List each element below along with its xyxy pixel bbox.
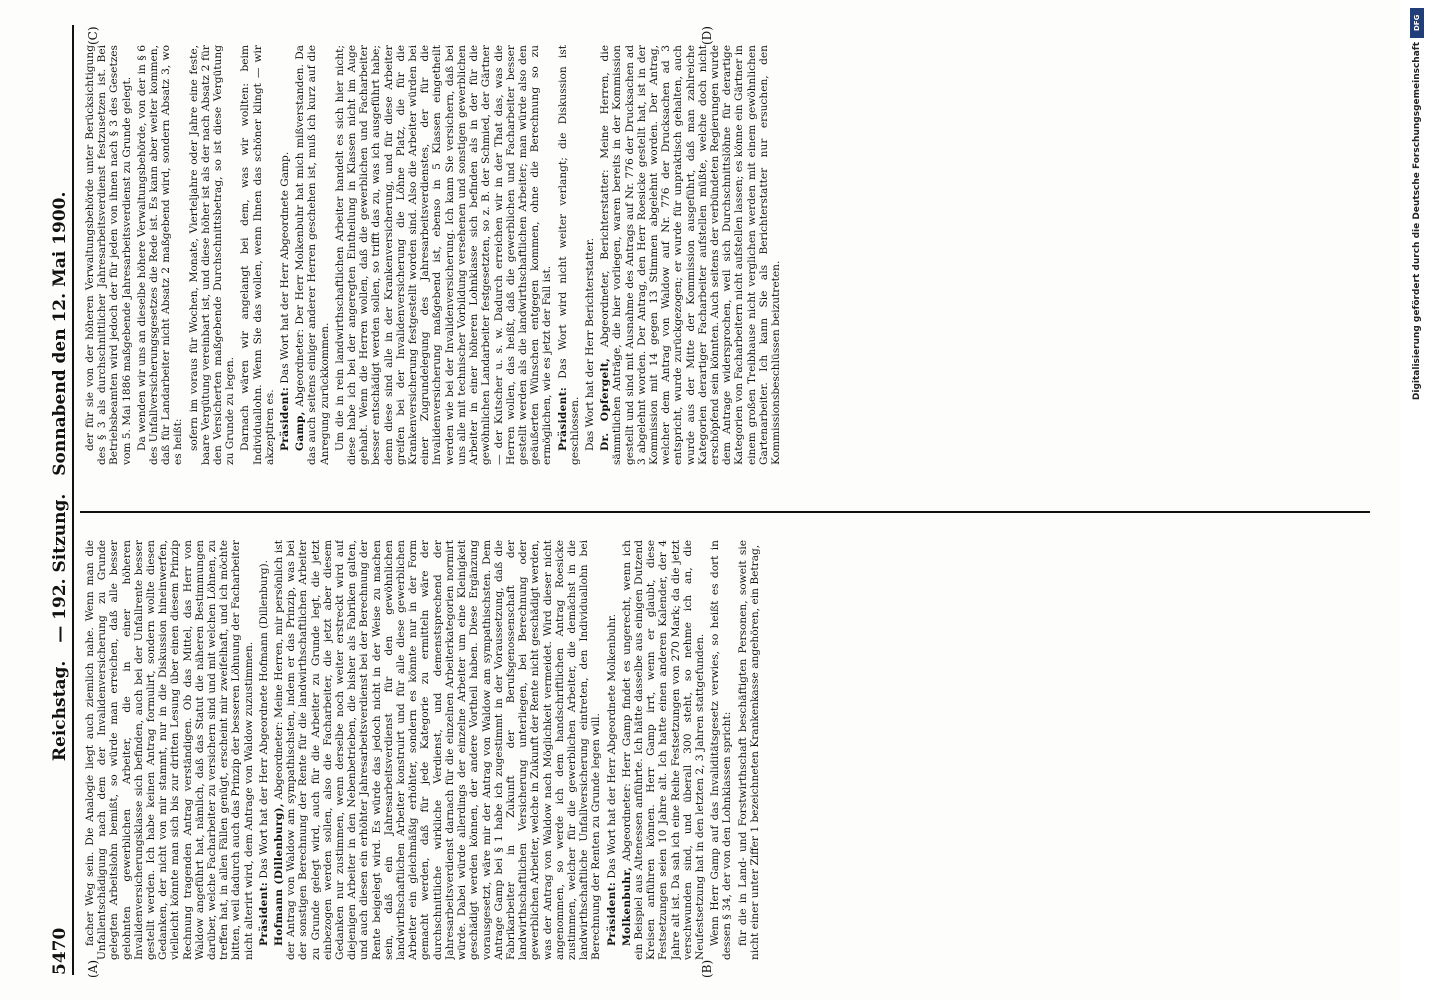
paragraph-text: Abgeordneter, Berichterstatter: Meine Herren, die sämmtlichen Anträge, die hier vorliegen, waren bereits in der Kommission gestellt und sind mit Ausnahme des Antrags auf Nr. 776 der Drucksachen ad 3 abgelehnt worden. Der Antrag, den Herr Roesicke gestellt hat, ist in der Kommission mit 14 gegen 13 Stimmen abgelehnt worden. Der Antrag, welcher dem Antrag von Waldow auf Nr. 776 der Drucksachen ad 3 entspricht, wurde zurückgezogen; er wurde für unpraktisch gehalten, auch wurde aus der Mitte der Kommission ausgeführt, daß man zahlreiche Kategorien derartiger Facharbeiter aufstellen müßte, welche doch nicht erschöpfend sein könnten. Auch seitens der verbündeten Regierungen wurde dem Antrage widersprochen, weil sich Durchschnittslöhne für derartige Kategorien von Facharbeitern nicht aufstellen lassen; es könne ein Gärtner in einem großen Treibhause nicht verglichen werden mit einem gewöhnlichen Gartenarbeiter. Ich kann Sie als Berichterstatter nur ersuchen, den Kommissionsbeschlüssen beizutreten.	[599, 45, 782, 465]
paragraph-text: Abgeordneter: Meine Herren, mir persönlich ist der Antrag von Waldow am sympathischsten, indem er das Prinzip, was bei der sonstigen Berechnung der Rente für die landwirthschaftlichen Arbeiter zu Grunde gelegt wird, auch für die Arbeiter zu Grunde legt, die jetzt einbezogen werden sollen, also die Facharbeiter, die jetzt aber diesem Gedanken nur zustimmen, wenn derselbe noch weiter erstreckt wird auf diejenigen Arbeiter in den Nebenbetrieben, die bisher als Fabriken galten, und auch diesen ein erhöhter Jahresarbeitsverdienst bei der Berechnung der Rente beigelegt wird. Es würde das jedoch nicht in der Weise zu machen sein, daß ein Jahresarbeitsverdienst für den gewöhnlichen landwirthschaftlichen Arbeiter konstruirt und für alle diese gewerblichen Arbeiter ein gleichmäßig erhöhter, sondern es könnte nur in der Form gemacht werden, daß für jede Kategorie zu ermitteln wäre der durchschnittliche wirkliche Verdienst, und demenstsprechend der Jahresarbeitsverdienst darnach für die einzelnen Arbeiterkategorien normirt würde. Dabei würde allerdings der einzelne Arbeiter um eine Kleinigkeit geschädigt werden können, der andere Vortheil haben. Diese Ergänzung vorausgesetzt, wäre mir der Antrag von Waldow am sympathischsten. Dem Antrage Gamp bei § 1 habe ich zugestimmt in der Voraussetzung, daß die Fabrikarbeiter in Zukunft der Berufsgenossenschaft der landwirthschaftlichen Versicherung unterliegen, bei Berechnung oder gewerblichen Arbeiter, welche in Zukunft der Rente nicht geschädigt werden, was der Antrag von Waldow nach Möglichkeit vermeidet. Wird dieser nicht angenommen, so werde ich dem handschriftlichen Antrag Roesicke zustimmen, welcher für die gewerblichen Arbeiter, die demächst in die landwirthschaftliche Unfallversicherung eintreten, den Individuallohn bei Berechnung der Renten zu Grunde legen will.	[273, 540, 603, 960]
paragraph-text: der für sie von der höheren Verwaltungsbehörde unter Berücksichtigung des § 3 als durchschnittlicher Jahresarbeitsverdienst festzusetzen ist. Bei Betriebsbeamten wird jedoch der für jeden von ihnen nach § 3 des Gesetzes vom 5. Mai 1886 maßgebende Jahresarbeitsverdienst zu Grunde gelegt.	[84, 45, 133, 465]
left-text-column	[84, 540, 1354, 960]
paragraph-text: facher Weg sein. Die Analogie liegt auch ziemlich nahe. Wenn man die Unfallentschädigung nach dem der Invalidenversicherung zu Grunde gelegten Arbeitslohn bemißt, so würde man erreichen, daß alle besser gelohnten gewerblichen Arbeiter, die in einer höheren Invalidenversicherungsklasse sich befinden, auch bei der Unfallrente besser gestellt werden. Ich habe keinen Antrag formulirt, sondern wollte diesen Gedanken, der nicht von mir stammt, nur in die Diskussion hineinwerfen, vielleicht könnte man sich bis zur dritten Lesung über einen diesem Prinzip Rechnung tragenden Antrag verständigen. Ob das Mittel, das Herr von Waldow angeführt hat, nämlich, daß das Statut die näheren Bestimmungen darüber, welche Facharbeiter zu versichern sind und mit welchen Löhnen, zu treffen hat, in allen Fällen genügt, erscheint mir zweifelhaft, und ich möchte bitten, weil dadurch auch das Prinzip der besseren Löhnung der Facharbeiter nicht alterirt wird, dem Antrage von Waldow zuzustimmen.	[84, 540, 255, 960]
dfg-logo: DFG	[1410, 8, 1424, 38]
speaker-name: Molkenbuhr,	[620, 866, 633, 946]
paragraph	[737, 540, 761, 960]
paragraph-text: Das Wort hat der Herr Berichterstatter.	[583, 237, 596, 451]
margin-letter-b: (B)	[700, 959, 714, 978]
paragraph-text: Das Wort hat der Herr Abgeordnete Hofmann (Dillenburg).	[257, 560, 270, 879]
speaker-name: Dr. Opfergelt,	[599, 357, 612, 451]
header-title-group	[50, 192, 70, 762]
paragraph	[273, 540, 602, 960]
paragraph	[557, 45, 581, 465]
header-session: — 192. Sitzung.	[50, 493, 70, 643]
speaker-name: Präsident:	[279, 386, 292, 451]
paragraph-text: Das Wort hat der Herr Abgeordnete Molkenbuhr.	[605, 613, 618, 879]
page-number: 5470	[50, 927, 70, 975]
paragraph-text: Abgeordneter: Der Herr Molkenbuhr hat mich mißverstanden. Da das auch seitens einiger anderer Herren geschehen ist, muß ich kurz auf die Anregung zurückkommen.	[294, 45, 331, 465]
paragraph	[709, 540, 733, 960]
page-header	[48, 25, 74, 975]
paragraph	[599, 45, 782, 465]
paragraph-text: sofern im voraus für Wochen, Monate, Vierteljahre oder Jahre eine feste, baare Vergütung vereinbart ist, und diese höher ist als der nach Absatz 2 für den Versicherten maßgebende Durchschnittsbetrag, so ist diese Vergütung zu Grunde zu legen.	[187, 45, 237, 465]
paragraph	[84, 45, 133, 465]
header-title: Reichstag.	[50, 660, 70, 762]
header-date: Sonnabend den 12. Mai 1900.	[50, 191, 70, 476]
digitization-credit	[1402, 0, 1432, 1000]
paragraph-text: Um die in rein landwirthschaftlichen Arbeiter handelt es sich hier nicht; diese habe ich bei der angeregten Eintheilung in Klassen nicht im Auge gehabt. Wenn die Herren wollen, daß die gewerblichen und Facharbeiter besser entschädigt werden sollen, so trifft das zu, was ich ausgeführt habe; denn diese sind alle in der Krankenversicherung, und für diese Arbeiter greifen bei der Invalidenversicherung die Löhne Platz, die für die Krankenversicherung festgestellt worden sind. Also die Arbeiter würden bei einer Zugrundelegung des Jahresarbeitsverdienstes, der für die Invalidenversicherung maßgebend ist, ebenso in 5 Klassen eingetheilt werden wie bei der Invalidenversicherung. Ich kann Sie versichern, daß bei uns alle mit technischer Vorbildung versehenen und sonstigen gewerblichen Arbeiter in einer höheren Lohnklasse sich befinden als in der für die gewöhnlichen Landarbeiter festgesetzten, so z. B. der Schmied, der Gärtner — der Kutscher u. s. w. Dadurch erreichen wir in der That das, was die Herren wollen, das heißt, daß die gewerblichen und Facharbeiter besser gestellt werden als die landwirthschaftlichen Arbeiter; man würde also den geäußerten Wünschen entgegen kommen, ohne die Berechnung so zu ermöglichen, wie es jetzt der Fall ist.	[333, 45, 554, 465]
paragraph	[294, 45, 331, 465]
paragraph-text: Darnach wären wir angelangt bei dem, was wir wollten: beim Individuallohn. Wenn Sie das wollen, wenn Ihnen das schöner klingt — wir akzeptiren es.	[239, 45, 276, 465]
paragraph	[334, 45, 554, 465]
speaker-name: Gamp,	[294, 411, 307, 451]
paragraph-text: Da wenden wir uns an dieselbe höhere Verwaltungsbehörde, von der in § 6 des Unfallversicherungsgesetzes die Rede ist. Es kann aber weiter kommen, daß für Landarbeiter nicht Absatz 2 maßgebend wird, sondern Absatz 3, wo es heißt:	[135, 45, 185, 465]
paragraph	[606, 540, 618, 960]
paragraph	[584, 45, 596, 465]
paragraph-text: für die in Land- und Forstwirthschaft beschäftigten Personen, soweit sie nicht einer unter Ziffer 1 bezeichneten Krankenkasse angehören, ein Betrag,	[736, 540, 761, 960]
paragraph	[279, 45, 291, 465]
speaker-name: Präsident:	[605, 881, 618, 946]
speaker-name: Präsident:	[257, 881, 270, 946]
paragraph-text: Das Wort wird nicht weiter verlangt; die Diskussion ist geschlossen.	[556, 45, 581, 465]
margin-letter-a: (A)	[86, 959, 100, 978]
paragraph	[84, 540, 255, 960]
column-divider	[80, 511, 1370, 513]
paragraph	[621, 540, 706, 960]
paragraph-text: Abgeordneter: Herr Gamp findet es ungerecht, wenn ich ein Beispiel aus Altenessen anführte. Ich hätte dasselbe aus einigen Dutzend Kreisen anführen können. Herr Gamp irrt, wenn er glaubt, diese Festsetzungen seien 10 Jahre alt. Ich hatte einen anderen Kalender, der 4 Jahre alt ist. Da sah ich eine Reihe Festsetzungen von 270 Mark; da die jetzt verschwunden sind, und überall 300 steht, so nehme ich an, die Neufestsetzung hat in den letzten 2, 3 Jahren stattgefunden.	[620, 540, 706, 960]
speaker-name: Präsident:	[556, 386, 569, 451]
paragraph	[258, 540, 270, 960]
credit-text: Digitalisierung gefördert durch die Deutsche Forschungsgemeinschaft	[1412, 42, 1422, 401]
paragraph	[136, 45, 185, 465]
speaker-name: Hofmann (Dillenburg),	[273, 803, 286, 946]
right-text-column	[84, 45, 1354, 465]
paragraph	[239, 45, 276, 465]
paragraph-text: Das Wort hat der Herr Abgeordnete Gamp.	[279, 151, 292, 384]
paragraph-text: Wenn Herr Gamp auf das Invaliditätsgesetz verwies, so heißt es dort in dessen § 34, der von den Lohnklassen spricht:	[709, 540, 734, 960]
margin-letter-d: (D)	[700, 26, 714, 45]
margin-letter-c: (C)	[86, 26, 100, 45]
paragraph	[188, 45, 237, 465]
